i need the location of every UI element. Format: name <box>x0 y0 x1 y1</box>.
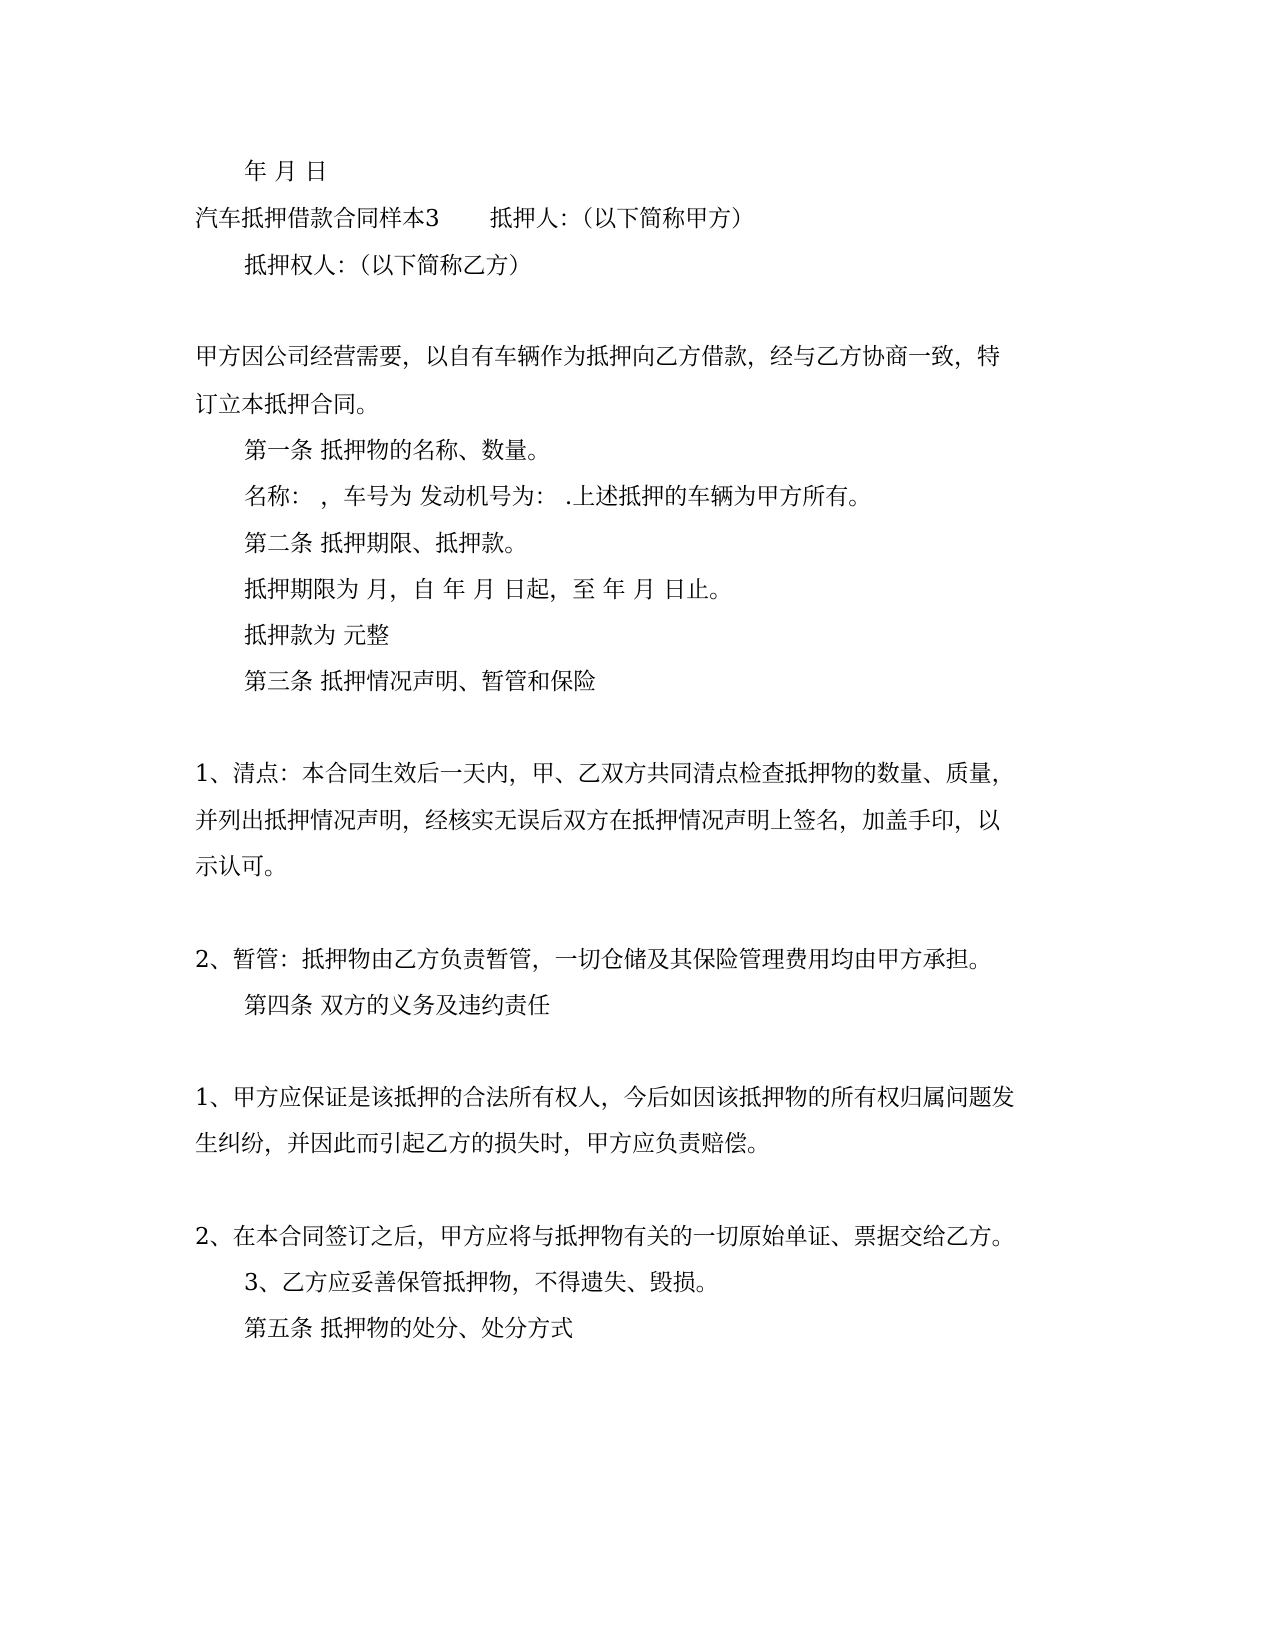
mortgagee-label: 抵押权人：（以下简称乙方） <box>244 253 532 279</box>
article-2-heading: 第二条 抵押期限、抵押款。 <box>244 531 528 557</box>
article-3-clause-1-line-1: 1、清点：本合同生效后一天内，甲、乙双方共同清点检查抵押物的数量、质量， <box>195 761 1015 787</box>
mortgagor-label: 抵押人：（以下简称甲方） <box>489 206 755 232</box>
article-3-heading: 第三条 抵押情况声明、暂管和保险 <box>244 669 597 695</box>
article-4-heading: 第四条 双方的义务及违约责任 <box>244 993 551 1019</box>
article-1-heading: 第一条 抵押物的名称、数量。 <box>244 438 551 464</box>
article-3-clause-1-line-2: 并列出抵押情况声明，经核实无误后双方在抵押情况声明上签名，加盖手印，以 <box>195 808 1000 834</box>
preamble-line-1: 甲方因公司经营需要，以自有车辆作为抵押向乙方借款，经与乙方协商一致，特 <box>195 344 1000 370</box>
preamble-line-2: 订立本抵押合同。 <box>195 392 379 418</box>
article-4-clause-1-line-2: 生纠纷，并因此而引起乙方的损失时，甲方应负责赔偿。 <box>195 1131 770 1157</box>
article-2-term-line: 抵押期限为 月，自 年 月 日起，至 年 月 日止。 <box>244 577 733 603</box>
article-4-clause-3: 3、乙方应妥善保管抵押物，不得遗失、毁损。 <box>244 1270 719 1296</box>
article-3-clause-2: 2、暂管：抵押物由乙方负责暂管，一切仓储及其保险管理费用均由甲方承担。 <box>195 947 992 973</box>
article-2-amount-line: 抵押款为 元整 <box>244 623 390 649</box>
article-4-clause-1-line-1: 1、甲方应保证是该抵押的合法所有权人，今后如因该抵押物的所有权归属问题发 <box>195 1085 1015 1111</box>
date-line: 年 月 日 <box>244 159 328 185</box>
document-title: 汽车抵押借款合同样本3 <box>195 206 440 232</box>
title-line <box>195 204 754 234</box>
article-3-clause-1-line-3: 示认可。 <box>195 854 287 880</box>
article-1-name-line: 名称： ，车号为 发动机号为： .上述抵押的车辆为甲方所有。 <box>244 484 872 510</box>
article-5-heading: 第五条 抵押物的处分、处分方式 <box>244 1316 574 1342</box>
article-4-clause-2: 2、在本合同签订之后，甲方应将与抵押物有关的一切原始单证、票据交给乙方。 <box>195 1224 1015 1250</box>
